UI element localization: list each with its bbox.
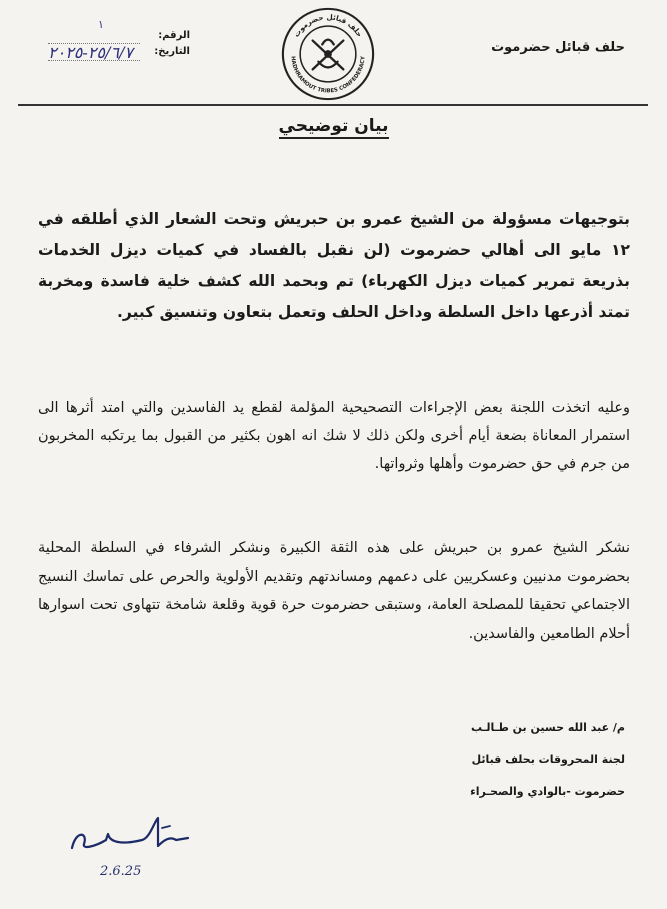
signatory-region: حضرموت -بالوادي والصحـراء — [470, 785, 625, 798]
document-title — [0, 116, 667, 136]
signatory-committee: لجنة المحروقات بحلف قبائل — [471, 753, 625, 766]
logo-center-dot — [324, 50, 332, 58]
document-title-text: بيان توضيحي — [279, 116, 389, 139]
logo-arabic-arc: حلف قبائل حضرموت — [291, 12, 365, 39]
handwritten-date: ٢٥/٦/٧-٢٠٢٥ — [48, 43, 133, 62]
handwritten-signature — [66, 810, 196, 860]
logo-english-arc: HADHRAMOUT TRIBES CONFEDERACY — [289, 55, 367, 95]
signatory-name: م/ عبد الله حسين بن طـالـب — [471, 721, 625, 734]
date-dotted-line — [48, 60, 140, 61]
header-divider — [18, 104, 648, 106]
organization-name: حلف قبائل حضرموت — [491, 40, 625, 55]
signature-block — [470, 712, 625, 808]
paragraph-1: بتوجيهات مسؤولة من الشيخ عمرو بن حبريش وتحت الشعار الذي أطلقه في ١٢ مايو الى أهالي حضرموت (لن نقبل بالفساد في كميات ديزل الخدمات بذريعة تمرير كميات ديزل الكهرباء) تم وبحمد الله كشف خلية فاسدة ومخربة تمتد أذرعها داخل السلطة وداخل الحلف وتعمل بتعاون وتنسيق كبير. — [38, 210, 630, 321]
reference-block — [40, 16, 190, 66]
paragraph-2: وعليه اتخذت اللجنة بعض الإجراءات التصحيحية المؤلمة لقطع يد الفاسدين والتي امتد أثرها الى استمرار المعاناة بضعة أيام أخرى ولكن ذلك لا شك انه اهون بكثير من القبول بما يرتكبه المخربون من جرم في حق حضرموت وأهلها وثرواتها. — [38, 400, 630, 472]
confederacy-logo — [280, 6, 376, 102]
reference-label: الرقم: — [158, 30, 190, 41]
reference-number: ١ — [98, 18, 104, 31]
date-label: التاريخ: — [154, 46, 190, 57]
signature-date: 2.6.25 — [100, 864, 142, 879]
paragraph-3: نشكر الشيخ عمرو بن حبريش على هذه الثقة الكبيرة ونشكر الشرفاء في السلطة المحلية بحضرموت مدنيين وعسكريين على دعمهم ومساندتهم وتقديم الأولوية والحرص على تماسك النسيج الاجتماعي تحقيقا للمصلحة العامة، وستبقى حضرموت حرة قوية وقلعة شامخة تتهاوى تحت اسوارها أحلام الطامعين والفاسدين. — [38, 540, 630, 642]
